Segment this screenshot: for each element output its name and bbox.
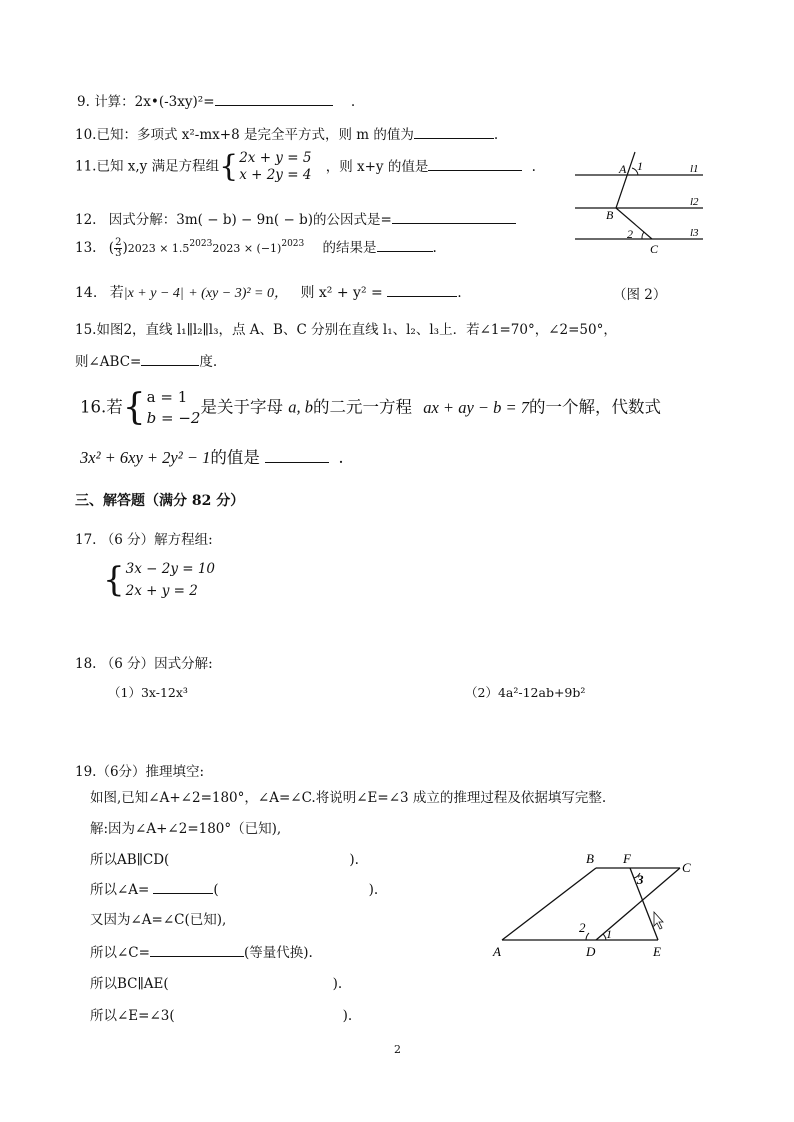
q19-line-6-a: 所以∠C= bbox=[90, 945, 150, 961]
q16-equation: ax + ay − b = 7 bbox=[423, 397, 530, 417]
question-10 bbox=[75, 123, 498, 143]
q13-number: 13. bbox=[75, 240, 97, 256]
q9-end: . bbox=[350, 94, 356, 110]
q15-text-a: 则∠ABC= bbox=[75, 354, 142, 370]
q12-text: 因式分解：3m( − b) − 9n( − b)的公因式是= bbox=[108, 212, 392, 228]
figure-19-parallelogram bbox=[490, 848, 700, 963]
figure-2-caption: （图 2） bbox=[613, 287, 667, 303]
section-3-heading: 三、解答题（满分 82 分） bbox=[75, 493, 245, 509]
q19-line-4 bbox=[90, 878, 378, 898]
fig2-label-l1: l1 bbox=[690, 163, 699, 175]
q13-exp-c: 2023 bbox=[281, 239, 305, 249]
q17-eq2: 2x + y = 2 bbox=[125, 583, 198, 599]
q16-eq2: b = −2 bbox=[146, 409, 201, 427]
q9-number: 9. bbox=[77, 94, 90, 110]
q19-line-1: 如图,已知∠A+∠2=180°，∠A=∠C.将说明∠E=∠3 成立的推理过程及依据填写完整. bbox=[90, 790, 607, 806]
question-16-line2 bbox=[80, 444, 344, 468]
q13-term-a: 2023 × 1.5 bbox=[127, 242, 190, 255]
q11-answer-blank[interactable] bbox=[428, 156, 522, 171]
q19-line-6-b: (等量代换). bbox=[243, 945, 313, 961]
fig19-label-a: A bbox=[493, 944, 501, 959]
question-12 bbox=[75, 208, 516, 228]
q16-expression: 3x² + 6xy + 2y² − 1 bbox=[80, 448, 211, 467]
page-number: 2 bbox=[394, 1043, 401, 1056]
q17-brace: { bbox=[103, 560, 125, 600]
question-16-line1 bbox=[80, 387, 661, 429]
question-15-line1: 15.如图2，直线 l₁∥l₂∥l₃，点 A、B、C 分别在直线 l₁、l₂、l₃上．若∠1=70°，∠2=50°， bbox=[75, 322, 617, 338]
q11-eq1: 2x + y = 5 bbox=[239, 150, 312, 166]
q10-text: 已知：多项式 x²-mx+8 是完全平方式，则 m 的值为 bbox=[96, 127, 414, 143]
q15-answer-blank[interactable] bbox=[141, 351, 199, 366]
q16-answer-blank[interactable] bbox=[265, 446, 329, 463]
question-13: 13. ( $\frac{2}{3}$ )$2023 \times 1.5^{2023}2023 \times (-1)^{2023}$ 的结果是 . bbox=[75, 237, 437, 259]
q10-answer-blank[interactable] bbox=[414, 124, 494, 139]
fig19-label-b: B bbox=[586, 851, 594, 866]
fig2-label-1: 1 bbox=[637, 159, 643, 173]
q16-vars: a, b bbox=[288, 397, 313, 417]
q19-equal-blank[interactable] bbox=[150, 942, 244, 957]
q17-equations bbox=[126, 558, 215, 602]
q11-eq2: x + 2y = 4 bbox=[239, 167, 312, 183]
q16-brace: { bbox=[122, 387, 146, 428]
fig19-label-2: 2 bbox=[579, 920, 586, 935]
q19-line-5: 又因为∠A=∠C(已知), bbox=[90, 912, 227, 928]
q14-number: 14. bbox=[75, 285, 98, 301]
q19-line-3 bbox=[90, 848, 359, 868]
fig2-label-l2: l2 bbox=[690, 196, 699, 208]
fig19-label-1: 1 bbox=[606, 927, 612, 941]
q11-text-b: ，则 x+y 的值是 bbox=[325, 158, 429, 175]
q16-number: 16.若 bbox=[80, 397, 123, 417]
q16-end: . bbox=[338, 448, 344, 467]
q14-text-a: 若 bbox=[109, 285, 124, 301]
q11-brace: { bbox=[219, 149, 239, 184]
question-19-title: 19.（6分）推理填空: bbox=[75, 764, 205, 780]
q13-end: . bbox=[432, 240, 437, 256]
q17-eq1: 3x − 2y = 10 bbox=[125, 561, 216, 577]
q12-number: 12. bbox=[75, 212, 97, 228]
fig19-label-f: F bbox=[623, 851, 631, 866]
q19-line-4-c: ). bbox=[368, 882, 379, 898]
q19-line-3-b: ). bbox=[349, 852, 359, 868]
q13-frac-num: 2 bbox=[115, 237, 122, 248]
segment-bc bbox=[616, 208, 652, 239]
q19-line-4-a: 所以∠A= bbox=[90, 882, 150, 898]
figure-2-parallel-lines bbox=[570, 150, 710, 260]
q12-answer-blank[interactable] bbox=[392, 209, 516, 224]
fig2-label-c: C bbox=[650, 242, 659, 256]
question-14 bbox=[75, 282, 462, 302]
segment-fe bbox=[630, 868, 658, 940]
q10-end: . bbox=[493, 127, 499, 143]
q11-text-a: 已知 x,y 满足方程组 bbox=[96, 158, 220, 175]
q10-number: 10. bbox=[75, 127, 97, 143]
q11-number: 11. bbox=[75, 158, 97, 175]
q14-text-c: 则 x² + y² = bbox=[300, 285, 383, 301]
q17-system bbox=[103, 558, 215, 602]
q19-line-8-a: 所以∠E=∠3( bbox=[90, 1008, 175, 1024]
question-9 bbox=[77, 90, 355, 110]
fig19-label-d: D bbox=[586, 944, 596, 959]
fig19-label-c: C bbox=[682, 860, 691, 875]
q19-line-3-a: 所以AB∥CD( bbox=[90, 852, 170, 868]
angle-2-arc bbox=[586, 933, 589, 940]
angle-2-arc bbox=[642, 232, 644, 239]
q13-exp-b: 2023 bbox=[189, 239, 213, 249]
q19-line-8-b: ). bbox=[342, 1008, 353, 1024]
q18-part-1: （1）3x-12x³ bbox=[108, 685, 188, 700]
q14-end: . bbox=[457, 285, 462, 301]
q19-line-6 bbox=[90, 941, 313, 961]
q14-answer-blank[interactable] bbox=[387, 282, 457, 297]
question-17-title: 17. （6 分）解方程组: bbox=[75, 532, 213, 548]
q16-text-a: 是关于字母 bbox=[200, 397, 283, 417]
q11-system bbox=[239, 150, 311, 184]
question-18-title: 18. （6 分）因式分解: bbox=[75, 656, 213, 672]
q14-expr: + (xy − 3)² = 0， bbox=[188, 286, 288, 301]
q13-answer-blank[interactable] bbox=[377, 237, 433, 252]
fig2-label-l3: l3 bbox=[690, 227, 699, 239]
q19-line-8 bbox=[90, 1004, 352, 1024]
q19-line-7 bbox=[90, 972, 342, 992]
q14-abs-expr: |x + y − 4| bbox=[123, 286, 184, 301]
q16-eq1: a = 1 bbox=[146, 388, 188, 406]
q9-text: 计算：2x•(-3xy)²= bbox=[94, 94, 215, 110]
fig19-label-3: 3 bbox=[637, 872, 644, 887]
q19-line-7-b: ). bbox=[332, 976, 343, 992]
q9-answer-blank[interactable] bbox=[215, 91, 333, 106]
question-15-line2 bbox=[75, 350, 217, 370]
segment-ab bbox=[616, 152, 635, 208]
q19-line-4-b: ( bbox=[213, 882, 219, 898]
fig2-label-b: B bbox=[606, 208, 614, 222]
q18-part-2: （2）4a²-12ab+9b² bbox=[465, 685, 586, 700]
fig2-label-a: A bbox=[619, 162, 627, 176]
q13-frac-den: 3 bbox=[115, 248, 122, 259]
q13-term-b: 2023 × (−1) bbox=[212, 242, 282, 255]
q16-text-b: 的二元一方程 bbox=[312, 397, 412, 417]
fig19-label-e: E bbox=[653, 944, 661, 959]
fig2-label-2: 2 bbox=[627, 227, 633, 241]
cursor-arrow-icon bbox=[654, 912, 663, 929]
q13-text: 的结果是 bbox=[322, 240, 377, 256]
q16-system bbox=[147, 387, 201, 429]
q16-text-d: 的值是 bbox=[210, 448, 260, 467]
q19-line-7-a: 所以BC∥AE( bbox=[90, 976, 169, 992]
q19-angle-blank[interactable] bbox=[153, 879, 213, 894]
question-11 bbox=[75, 150, 536, 184]
q11-end: . bbox=[531, 158, 536, 175]
q19-line-2: 解:因为∠A+∠2=180°（已知), bbox=[90, 821, 282, 837]
q15-text-b: 度. bbox=[199, 354, 218, 370]
q16-text-c: 的一个解，代数式 bbox=[529, 397, 662, 417]
